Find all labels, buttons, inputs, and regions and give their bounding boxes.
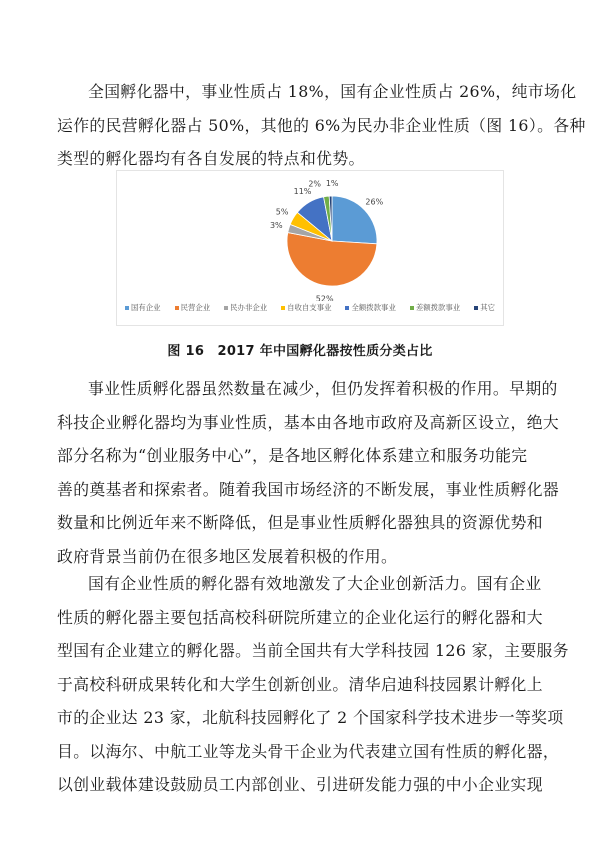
text-line: 善的奠基者和探索者。随着我国市场经济的不断发展，事业性质孵化器 (57, 479, 560, 499)
pie-chart-figure (116, 170, 504, 326)
figure-caption: 图 16 2017 年中国孵化器按性质分类占比 (167, 344, 433, 359)
legend-label: 其它 (480, 303, 495, 312)
text-line: 运作的民营孵化器占 50%，其他的 6%为民办非企业性质（图 16）。各种 (57, 115, 586, 135)
slice-label: 1% (325, 179, 339, 188)
legend-swatch (345, 306, 349, 310)
legend-swatch (281, 306, 285, 310)
legend-entry (281, 302, 331, 313)
legend-label: 全额拨款事业 (351, 303, 396, 312)
text-line: 性质的孵化器主要包括高校科研院所建立的企业化运行的孵化器和大 (57, 607, 543, 627)
text-line: 国有企业性质的孵化器有效地激发了大企业创新活力。国有企业 (88, 574, 542, 593)
chart-legend (125, 302, 495, 313)
legend-swatch (410, 306, 414, 310)
pie-chart (117, 171, 503, 301)
slice-label: 11% (293, 187, 312, 197)
text-line: 以创业载体建设鼓励员工内部创业、引进研发能力强的中小企业实现 (57, 775, 543, 794)
legend-entry (125, 302, 161, 313)
text-line: 于高校科研成果转化和大学生创新创业。清华启迪科技园累计孵化上 (57, 674, 543, 694)
legend-swatch (224, 306, 228, 310)
text-line: 市的企业达 23 家，北航科技园孵化了 2 个国家科学技术进步一等奖项 (57, 708, 564, 727)
legend-swatch (175, 306, 179, 310)
legend-entry (345, 302, 395, 313)
legend-label: 国有企业 (131, 303, 161, 312)
text-line: 政府背景当前仍在很多地区发展着积极的作用。 (57, 546, 398, 566)
legend-label: 自收自支事业 (287, 303, 332, 312)
legend-label: 差额拨款事业 (415, 303, 461, 312)
legend-label: 民办非企业 (230, 303, 268, 312)
legend-entry (175, 302, 211, 313)
text-line: 部分名称为“创业服务中心”，是各地区孵化体系建立和服务功能完 (57, 446, 528, 465)
legend-label: 民营企业 (180, 303, 211, 312)
legend-entry (474, 302, 495, 313)
text-line: 事业性质孵化器虽然数量在减少，但仍发挥着积极的作用。早期的 (88, 379, 558, 398)
slice-label: 2% (308, 179, 322, 189)
slice-label: 5% (275, 207, 289, 217)
paragraph-intro (57, 75, 586, 176)
text-line: 科技企业孵化器均为事业性质，基本由各地市政府及高新区设立，绝大 (57, 412, 560, 432)
legend-swatch (125, 306, 129, 310)
paragraph-public-institution (57, 372, 560, 573)
legend-entry (410, 302, 460, 313)
slice-label: 26% (365, 197, 384, 207)
text-line: 型国有企业建立的孵化器。当前全国共有大学科技园 126 家，主要服务 (57, 641, 569, 660)
text-line: 数量和比例近年来不断降低，但是事业性质孵化器独具的资源优势和 (57, 513, 543, 532)
text-line: 目。以海尔、中航工业等龙头骨干企业为代表建立国有性质的孵化器， (57, 741, 560, 761)
text-line: 全国孵化器中，事业性质占 18%，国有企业性质占 26%，纯市场化 (88, 82, 577, 101)
paragraph-state-owned (57, 567, 569, 802)
legend-swatch (474, 306, 478, 310)
slice-label: 52% (315, 294, 334, 301)
text-line: 类型的孵化器均有各自发展的特点和优势。 (57, 149, 365, 168)
slice-label: 3% (269, 220, 283, 230)
legend-entry (224, 302, 267, 313)
